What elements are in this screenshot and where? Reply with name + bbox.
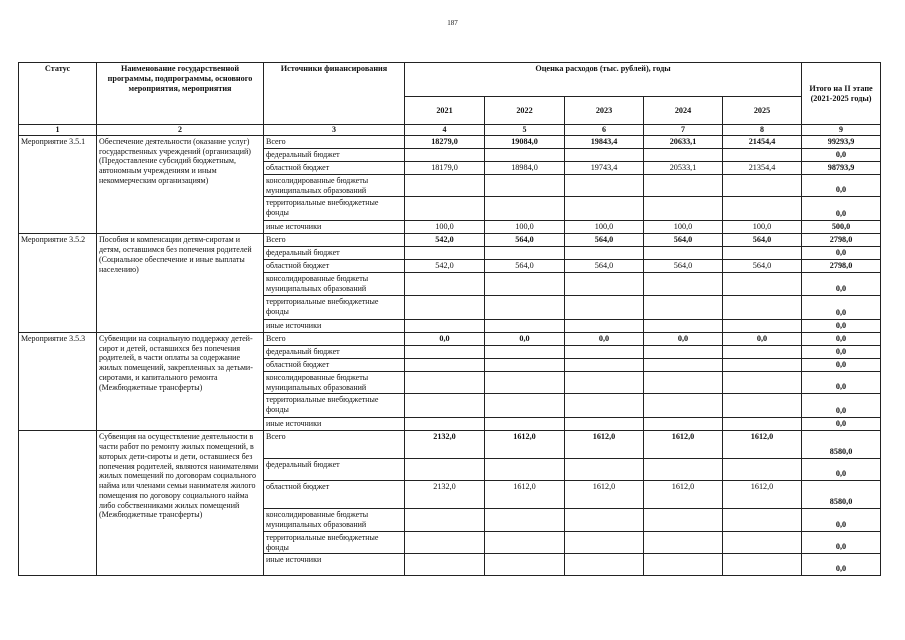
value-cell: 1612,0 bbox=[485, 431, 565, 459]
value-cell bbox=[405, 371, 485, 394]
value-cell: 542,0 bbox=[405, 234, 485, 247]
total-cell: 8580,0 bbox=[802, 481, 881, 509]
value-cell bbox=[565, 371, 644, 394]
value-cell bbox=[644, 418, 723, 431]
value-cell bbox=[644, 174, 723, 197]
value-cell bbox=[644, 394, 723, 418]
column-number: 1 bbox=[19, 125, 97, 136]
source-cell: Всего bbox=[264, 332, 405, 345]
value-cell: 564,0 bbox=[565, 260, 644, 273]
value-cell bbox=[565, 345, 644, 358]
total-cell: 0,0 bbox=[802, 418, 881, 431]
value-cell bbox=[723, 345, 802, 358]
total-cell: 0,0 bbox=[802, 319, 881, 332]
value-cell bbox=[405, 459, 485, 481]
table-row bbox=[19, 332, 881, 345]
total-cell: 0,0 bbox=[802, 531, 881, 554]
source-cell: территориальные внебюджетные фонды bbox=[264, 295, 405, 319]
measure-name-cell: Обеспечение деятельности (оказание услуг) государственных учреждений (организаций) (Предоставление субсидий бюджетным, автономным учреждениям и иным некоммерческим организациям) bbox=[97, 135, 264, 234]
header-name: Наименование государственной программы, подпрограммы, основного мероприятия, мероприятия bbox=[97, 63, 264, 125]
value-cell bbox=[485, 174, 565, 197]
value-cell bbox=[644, 273, 723, 296]
value-cell bbox=[405, 394, 485, 418]
value-cell bbox=[644, 554, 723, 576]
value-cell: 18179,0 bbox=[405, 161, 485, 174]
measure-name-cell: Пособия и компенсации детям-сиротам и детям, оставшимся без попечения родителей (Социальное обеспечение и иные выплаты населению) bbox=[97, 234, 264, 333]
header-total: Итого на II этапе (2021-2025 годы) bbox=[802, 63, 881, 125]
total-cell: 0,0 bbox=[802, 459, 881, 481]
value-cell: 1612,0 bbox=[485, 481, 565, 509]
value-cell: 1612,0 bbox=[723, 431, 802, 459]
column-number: 8 bbox=[723, 125, 802, 136]
value-cell bbox=[485, 247, 565, 260]
header-status: Статус bbox=[19, 63, 97, 125]
budget-table bbox=[18, 62, 881, 576]
value-cell: 564,0 bbox=[565, 234, 644, 247]
value-cell bbox=[644, 531, 723, 554]
value-cell: 1612,0 bbox=[644, 431, 723, 459]
source-cell: территориальные внебюджетные фонды bbox=[264, 197, 405, 221]
value-cell: 564,0 bbox=[644, 260, 723, 273]
value-cell: 564,0 bbox=[485, 260, 565, 273]
value-cell bbox=[485, 319, 565, 332]
column-number: 3 bbox=[264, 125, 405, 136]
measure-name-cell: Субвенция на осуществление деятельности в части работ по ремонту жилых помещений, в которых дети-сироты и дети, оставшиеся без попечения родителей, являются нанимателями жилых помещений по договорам социального найма или членами семьи нанимателя жилого помещения по договору социального найма либо собственниками жилых помещений (Межбюджетные трансферты) bbox=[97, 431, 264, 576]
total-cell: 0,0 bbox=[802, 345, 881, 358]
value-cell bbox=[565, 273, 644, 296]
value-cell bbox=[565, 418, 644, 431]
value-cell bbox=[644, 319, 723, 332]
column-number: 6 bbox=[565, 125, 644, 136]
status-cell: Мероприятие 3.5.2 bbox=[19, 234, 97, 333]
total-cell: 99293,9 bbox=[802, 135, 881, 148]
source-cell: федеральный бюджет bbox=[264, 247, 405, 260]
measure-name-cell: Субвенции на социальную поддержку детей-сирот и детей, оставшихся без попечения родителей, в части оплаты за содержание жилых помещений, закрепленных за детьми-сиротами, и капитального ремонта (Межбюджетные трансферты) bbox=[97, 332, 264, 431]
value-cell bbox=[565, 459, 644, 481]
column-number: 4 bbox=[405, 125, 485, 136]
status-cell bbox=[19, 431, 97, 576]
value-cell bbox=[565, 394, 644, 418]
value-cell bbox=[485, 459, 565, 481]
value-cell bbox=[485, 148, 565, 161]
status-cell: Мероприятие 3.5.3 bbox=[19, 332, 97, 431]
value-cell bbox=[485, 394, 565, 418]
source-cell: федеральный бюджет bbox=[264, 148, 405, 161]
source-cell: областной бюджет bbox=[264, 260, 405, 273]
header-year: 2024 bbox=[644, 97, 723, 125]
value-cell bbox=[723, 371, 802, 394]
value-cell: 542,0 bbox=[405, 260, 485, 273]
value-cell bbox=[485, 345, 565, 358]
value-cell: 100,0 bbox=[723, 221, 802, 234]
header-source: Источники финансирования bbox=[264, 63, 405, 125]
total-cell: 0,0 bbox=[802, 358, 881, 371]
value-cell bbox=[723, 418, 802, 431]
value-cell: 1612,0 bbox=[644, 481, 723, 509]
value-cell: 564,0 bbox=[723, 260, 802, 273]
value-cell bbox=[405, 174, 485, 197]
value-cell bbox=[405, 531, 485, 554]
total-cell: 98793,9 bbox=[802, 161, 881, 174]
source-cell: иные источники bbox=[264, 319, 405, 332]
source-cell: консолидированные бюджеты муниципальных образований bbox=[264, 174, 405, 197]
value-cell bbox=[405, 345, 485, 358]
source-cell: территориальные внебюджетные фонды bbox=[264, 394, 405, 418]
value-cell bbox=[565, 174, 644, 197]
value-cell bbox=[485, 358, 565, 371]
table-row bbox=[19, 431, 881, 459]
source-cell: федеральный бюджет bbox=[264, 345, 405, 358]
value-cell bbox=[405, 273, 485, 296]
total-cell: 0,0 bbox=[802, 509, 881, 532]
value-cell: 100,0 bbox=[565, 221, 644, 234]
value-cell: 564,0 bbox=[485, 234, 565, 247]
value-cell: 0,0 bbox=[405, 332, 485, 345]
total-cell: 0,0 bbox=[802, 554, 881, 576]
value-cell: 19084,0 bbox=[485, 135, 565, 148]
total-cell: 0,0 bbox=[802, 148, 881, 161]
value-cell bbox=[723, 459, 802, 481]
value-cell bbox=[723, 531, 802, 554]
value-cell: 0,0 bbox=[485, 332, 565, 345]
column-number: 2 bbox=[97, 125, 264, 136]
value-cell bbox=[405, 358, 485, 371]
value-cell bbox=[485, 554, 565, 576]
header-year: 2023 bbox=[565, 97, 644, 125]
status-cell: Мероприятие 3.5.1 bbox=[19, 135, 97, 234]
source-cell: иные источники bbox=[264, 418, 405, 431]
value-cell bbox=[485, 371, 565, 394]
value-cell: 19843,4 bbox=[565, 135, 644, 148]
value-cell bbox=[485, 509, 565, 532]
source-cell: иные источники bbox=[264, 554, 405, 576]
value-cell bbox=[723, 509, 802, 532]
value-cell bbox=[644, 295, 723, 319]
value-cell bbox=[405, 197, 485, 221]
value-cell bbox=[723, 197, 802, 221]
value-cell: 564,0 bbox=[723, 234, 802, 247]
total-cell: 500,0 bbox=[802, 221, 881, 234]
value-cell bbox=[565, 148, 644, 161]
value-cell bbox=[723, 319, 802, 332]
value-cell bbox=[485, 197, 565, 221]
total-cell: 0,0 bbox=[802, 371, 881, 394]
value-cell: 19743,4 bbox=[565, 161, 644, 174]
value-cell: 18984,0 bbox=[485, 161, 565, 174]
header-estimate: Оценка расходов (тыс. рублей), годы bbox=[405, 63, 802, 97]
total-cell: 0,0 bbox=[802, 394, 881, 418]
source-cell: Всего bbox=[264, 234, 405, 247]
value-cell bbox=[723, 174, 802, 197]
value-cell bbox=[405, 509, 485, 532]
value-cell: 20633,1 bbox=[644, 135, 723, 148]
total-cell: 0,0 bbox=[802, 295, 881, 319]
value-cell: 100,0 bbox=[405, 221, 485, 234]
value-cell bbox=[485, 531, 565, 554]
value-cell bbox=[644, 197, 723, 221]
source-cell: консолидированные бюджеты муниципальных образований bbox=[264, 371, 405, 394]
value-cell: 20533,1 bbox=[644, 161, 723, 174]
value-cell: 18279,0 bbox=[405, 135, 485, 148]
source-cell: областной бюджет bbox=[264, 161, 405, 174]
value-cell: 0,0 bbox=[644, 332, 723, 345]
header-year: 2025 bbox=[723, 97, 802, 125]
value-cell: 564,0 bbox=[644, 234, 723, 247]
total-cell: 0,0 bbox=[802, 332, 881, 345]
total-cell: 0,0 bbox=[802, 247, 881, 260]
table-row bbox=[19, 234, 881, 247]
value-cell bbox=[644, 345, 723, 358]
value-cell bbox=[565, 509, 644, 532]
source-cell: Всего bbox=[264, 135, 405, 148]
value-cell bbox=[644, 371, 723, 394]
value-cell bbox=[405, 295, 485, 319]
value-cell bbox=[405, 554, 485, 576]
total-cell: 2798,0 bbox=[802, 234, 881, 247]
value-cell bbox=[723, 247, 802, 260]
source-cell: консолидированные бюджеты муниципальных образований bbox=[264, 273, 405, 296]
value-cell: 21454,4 bbox=[723, 135, 802, 148]
value-cell bbox=[644, 459, 723, 481]
total-cell: 0,0 bbox=[802, 273, 881, 296]
column-number: 5 bbox=[485, 125, 565, 136]
value-cell bbox=[405, 418, 485, 431]
value-cell: 1612,0 bbox=[723, 481, 802, 509]
source-cell: территориальные внебюджетные фонды bbox=[264, 531, 405, 554]
value-cell bbox=[565, 358, 644, 371]
value-cell: 0,0 bbox=[565, 332, 644, 345]
total-cell: 0,0 bbox=[802, 197, 881, 221]
value-cell bbox=[565, 295, 644, 319]
value-cell bbox=[723, 358, 802, 371]
value-cell: 0,0 bbox=[723, 332, 802, 345]
value-cell bbox=[723, 554, 802, 576]
page-number: 187 bbox=[447, 19, 458, 27]
value-cell bbox=[565, 554, 644, 576]
source-cell: иные источники bbox=[264, 221, 405, 234]
value-cell bbox=[565, 247, 644, 260]
header-year: 2021 bbox=[405, 97, 485, 125]
value-cell bbox=[644, 358, 723, 371]
source-cell: консолидированные бюджеты муниципальных образований bbox=[264, 509, 405, 532]
value-cell bbox=[723, 295, 802, 319]
total-cell: 2798,0 bbox=[802, 260, 881, 273]
table-row bbox=[19, 135, 881, 148]
value-cell bbox=[485, 295, 565, 319]
total-cell: 8580,0 bbox=[802, 431, 881, 459]
value-cell bbox=[723, 273, 802, 296]
value-cell bbox=[723, 394, 802, 418]
source-cell: областной бюджет bbox=[264, 358, 405, 371]
column-number: 9 bbox=[802, 125, 881, 136]
header-year: 2022 bbox=[485, 97, 565, 125]
column-number: 7 bbox=[644, 125, 723, 136]
value-cell bbox=[405, 247, 485, 260]
value-cell bbox=[405, 148, 485, 161]
value-cell bbox=[565, 319, 644, 332]
value-cell bbox=[723, 148, 802, 161]
source-cell: федеральный бюджет bbox=[264, 459, 405, 481]
value-cell: 2132,0 bbox=[405, 431, 485, 459]
value-cell: 100,0 bbox=[644, 221, 723, 234]
value-cell bbox=[485, 273, 565, 296]
value-cell bbox=[485, 418, 565, 431]
source-cell: Всего bbox=[264, 431, 405, 459]
value-cell bbox=[644, 148, 723, 161]
total-cell: 0,0 bbox=[802, 174, 881, 197]
value-cell: 21354,4 bbox=[723, 161, 802, 174]
value-cell: 1612,0 bbox=[565, 431, 644, 459]
value-cell bbox=[565, 197, 644, 221]
source-cell: областной бюджет bbox=[264, 481, 405, 509]
value-cell: 2132,0 bbox=[405, 481, 485, 509]
value-cell bbox=[644, 247, 723, 260]
value-cell bbox=[644, 509, 723, 532]
value-cell: 1612,0 bbox=[565, 481, 644, 509]
value-cell bbox=[405, 319, 485, 332]
value-cell: 100,0 bbox=[485, 221, 565, 234]
value-cell bbox=[565, 531, 644, 554]
